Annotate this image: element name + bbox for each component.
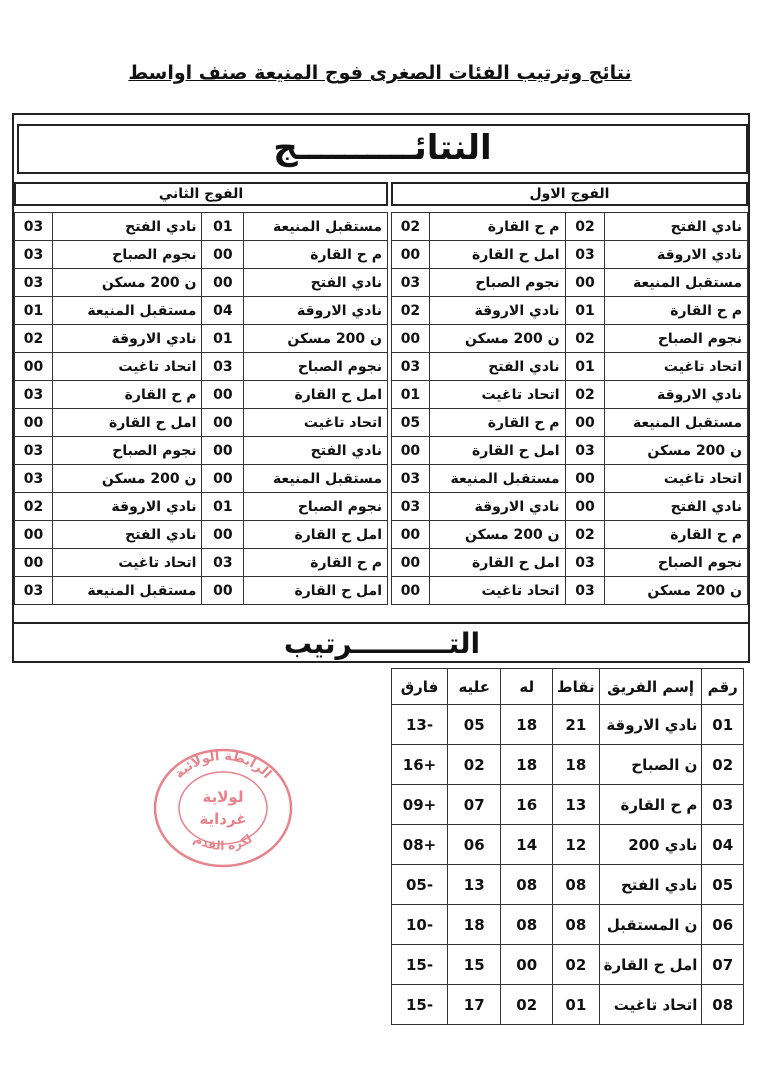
group2-heading: الفوج الثاني [14, 182, 388, 206]
group2-match-row [15, 549, 388, 577]
ranking-points: 21 [553, 705, 600, 745]
away-score: 03 [15, 577, 53, 605]
away-team: م ح القارة [429, 213, 565, 241]
home-score: 00 [565, 269, 605, 297]
ranking-row [392, 825, 744, 865]
home-team: نجوم الصباح [605, 549, 748, 577]
away-team: نجوم الصباح [52, 437, 202, 465]
ranking-against: 17 [448, 985, 501, 1025]
group1-heading: الفوج الاول [391, 182, 748, 206]
ranking-points: 08 [553, 905, 600, 945]
home-team: مستقبل المنيعة [605, 269, 748, 297]
away-score: 01 [15, 297, 53, 325]
ranking-against: 05 [448, 705, 501, 745]
ranking-against: 06 [448, 825, 501, 865]
ranking-team: نادي الفتح [599, 865, 702, 905]
home-team: مستقبل المنيعة [244, 213, 388, 241]
group1-match-row [392, 493, 748, 521]
ranking-rank: 07 [702, 945, 744, 985]
ranking-row [392, 785, 744, 825]
home-score: 01 [202, 325, 244, 353]
group2-match-row [15, 465, 388, 493]
ranking-for: 18 [501, 705, 553, 745]
home-score: 00 [202, 409, 244, 437]
home-score: 02 [565, 325, 605, 353]
group1-match-row [392, 437, 748, 465]
away-score: 02 [392, 297, 430, 325]
home-score: 01 [565, 353, 605, 381]
ranking-for: 16 [501, 785, 553, 825]
ranking-points: 13 [553, 785, 600, 825]
away-score: 03 [392, 465, 430, 493]
ranking-table [391, 668, 744, 1025]
group1-match-row [392, 465, 748, 493]
away-score: 00 [15, 409, 53, 437]
group1-match-row [392, 325, 748, 353]
away-score: 03 [15, 465, 53, 493]
group1-match-row [392, 577, 748, 605]
away-team: امل ح القارة [429, 241, 565, 269]
home-team: نادي الفتح [244, 269, 388, 297]
away-team: نادي الفتح [52, 521, 202, 549]
away-score: 00 [392, 521, 430, 549]
stamp-bottom-text: لكرة القدم [191, 831, 255, 853]
home-score: 00 [202, 465, 244, 493]
ranking-row [392, 985, 744, 1025]
away-team: نادي الاروقة [52, 493, 202, 521]
away-score: 03 [15, 381, 53, 409]
away-team: مستقبل المنيعة [429, 465, 565, 493]
header-against: عليه [448, 669, 501, 705]
home-team: اتحاد تاغيت [244, 409, 388, 437]
ranking-team: ن الصباح [599, 745, 702, 785]
away-team: نادي الاروقة [429, 297, 565, 325]
ranking-points: 02 [553, 945, 600, 985]
ranking-team: ن المستقبل [599, 905, 702, 945]
away-team: م ح القارة [429, 409, 565, 437]
away-score: 00 [392, 437, 430, 465]
group1-match-row [392, 381, 748, 409]
home-score: 02 [565, 381, 605, 409]
ranking-header-row [392, 669, 744, 705]
home-score: 03 [565, 577, 605, 605]
home-team: ن 200 مسكن [605, 577, 748, 605]
away-team: اتحاد تاغيت [429, 381, 565, 409]
away-team: امل ح القارة [429, 549, 565, 577]
away-score: 00 [15, 353, 53, 381]
home-score: 03 [565, 241, 605, 269]
home-team: امل ح القارة [244, 521, 388, 549]
home-team: نجوم الصباح [244, 353, 388, 381]
home-team: امل ح القارة [244, 381, 388, 409]
home-score: 00 [565, 465, 605, 493]
away-team: ن 200 مسكن [429, 325, 565, 353]
away-score: 03 [15, 213, 53, 241]
ranking-for: 08 [501, 865, 553, 905]
group2-results-table [14, 212, 388, 605]
home-team: ن 200 مسكن [605, 437, 748, 465]
ranking-diff: 15- [392, 985, 448, 1025]
away-team: مستقبل المنيعة [52, 577, 202, 605]
home-score: 00 [202, 241, 244, 269]
home-team: نادي الاروقة [244, 297, 388, 325]
ranking-team: م ح القارة [599, 785, 702, 825]
away-team: ن 200 مسكن [52, 269, 202, 297]
away-score: 00 [392, 241, 430, 269]
header-team: إسم الفريق [599, 669, 702, 705]
group2-match-row [15, 269, 388, 297]
home-score: 03 [565, 549, 605, 577]
ranking-points: 12 [553, 825, 600, 865]
ranking-team: نادي 200 [599, 825, 702, 865]
group1-match-row [392, 241, 748, 269]
away-score: 00 [392, 325, 430, 353]
group1-match-row [392, 409, 748, 437]
home-team: نادي الاروقة [605, 241, 748, 269]
home-score: 01 [202, 213, 244, 241]
group2-match-row [15, 437, 388, 465]
away-team: اتحاد تاغيت [52, 353, 202, 381]
ranking-team: نادي الاروقة [599, 705, 702, 745]
away-team: نجوم الصباح [429, 269, 565, 297]
home-score: 00 [202, 381, 244, 409]
group1-match-row [392, 297, 748, 325]
ranking-row [392, 905, 744, 945]
home-score: 00 [202, 269, 244, 297]
away-team: نادي الاروقة [52, 325, 202, 353]
away-team: مستقبل المنيعة [52, 297, 202, 325]
group1-results-table [391, 212, 748, 605]
home-score: 01 [202, 493, 244, 521]
header-rank: رقم [702, 669, 744, 705]
home-score: 03 [202, 353, 244, 381]
away-team: م ح القارة [52, 381, 202, 409]
ranking-diff: 16+ [392, 745, 448, 785]
home-score: 00 [202, 577, 244, 605]
home-team: م ح القارة [605, 297, 748, 325]
home-score: 02 [565, 213, 605, 241]
group2-match-row [15, 521, 388, 549]
away-team: امل ح القارة [429, 437, 565, 465]
header-points: نقاط [553, 669, 600, 705]
away-score: 01 [392, 381, 430, 409]
away-team: اتحاد تاغيت [52, 549, 202, 577]
ranking-diff: 15- [392, 945, 448, 985]
ranking-points: 01 [553, 985, 600, 1025]
ranking-for: 02 [501, 985, 553, 1025]
home-score: 00 [202, 437, 244, 465]
ranking-diff: 13- [392, 705, 448, 745]
away-team: نادي الفتح [429, 353, 565, 381]
stamp-line2: غرداية [199, 810, 247, 828]
home-team: نادي الفتح [244, 437, 388, 465]
ranking-rank: 06 [702, 905, 744, 945]
league-stamp [148, 740, 298, 870]
away-score: 05 [392, 409, 430, 437]
away-score: 00 [15, 521, 53, 549]
home-team: نجوم الصباح [244, 493, 388, 521]
away-team: امل ح القارة [52, 409, 202, 437]
home-team: نجوم الصباح [605, 325, 748, 353]
ranking-diff: 10- [392, 905, 448, 945]
ranking-for: 00 [501, 945, 553, 985]
away-team: نادي الفتح [52, 213, 202, 241]
home-team: ن 200 مسكن [244, 325, 388, 353]
away-score: 03 [392, 493, 430, 521]
ranking-for: 14 [501, 825, 553, 865]
ranking-rank: 03 [702, 785, 744, 825]
ranking-team: امل ح القارة [599, 945, 702, 985]
group1-match-row [392, 549, 748, 577]
home-team: مستقبل المنيعة [244, 465, 388, 493]
group1-match-row [392, 521, 748, 549]
stamp-top-text: الرابطة الولائية [171, 748, 275, 782]
home-team: م ح القارة [244, 241, 388, 269]
home-score: 04 [202, 297, 244, 325]
away-team: ن 200 مسكن [429, 521, 565, 549]
ranking-rank: 02 [702, 745, 744, 785]
home-team: مستقبل المنيعة [605, 409, 748, 437]
group2-match-row [15, 353, 388, 381]
group1-match-row [392, 353, 748, 381]
stamp-line1: لولاية [202, 788, 244, 806]
home-score: 02 [565, 521, 605, 549]
away-score: 00 [392, 577, 430, 605]
ranking-heading: التــــــــــرتيب [14, 622, 750, 664]
away-score: 00 [15, 549, 53, 577]
group2-match-row [15, 493, 388, 521]
away-team: نجوم الصباح [52, 241, 202, 269]
away-team: نادي الاروقة [429, 493, 565, 521]
group2-match-row [15, 325, 388, 353]
ranking-rank: 01 [702, 705, 744, 745]
group1-match-row [392, 269, 748, 297]
group2-match-row [15, 241, 388, 269]
home-score: 03 [202, 549, 244, 577]
home-team: م ح القارة [605, 521, 748, 549]
home-team: امل ح القارة [244, 577, 388, 605]
away-score: 00 [392, 549, 430, 577]
ranking-team: اتحاد تاغيت [599, 985, 702, 1025]
ranking-for: 08 [501, 905, 553, 945]
away-team: ن 200 مسكن [52, 465, 202, 493]
ranking-row [392, 745, 744, 785]
home-score: 01 [565, 297, 605, 325]
page-title: نتائج وترتيب الفئات الصغرى فوج المنيعة صنف اواسط [128, 62, 632, 84]
away-score: 02 [15, 325, 53, 353]
group2-match-row [15, 213, 388, 241]
ranking-rank: 05 [702, 865, 744, 905]
home-score: 03 [565, 437, 605, 465]
ranking-against: 02 [448, 745, 501, 785]
home-team: اتحاد تاغيت [605, 465, 748, 493]
away-score: 03 [392, 353, 430, 381]
results-heading: النتائــــــــــج [17, 124, 748, 174]
away-score: 03 [15, 269, 53, 297]
home-team: نادي الاروقة [605, 381, 748, 409]
ranking-against: 18 [448, 905, 501, 945]
header-diff: فارق [392, 669, 448, 705]
ranking-row [392, 945, 744, 985]
home-team: اتحاد تاغيت [605, 353, 748, 381]
ranking-against: 07 [448, 785, 501, 825]
stamp-inner-ring [179, 772, 267, 844]
away-score: 02 [392, 213, 430, 241]
ranking-row [392, 865, 744, 905]
ranking-points: 18 [553, 745, 600, 785]
header-for: له [501, 669, 553, 705]
group2-match-row [15, 297, 388, 325]
group2-match-row [15, 577, 388, 605]
ranking-rank: 04 [702, 825, 744, 865]
ranking-against: 15 [448, 945, 501, 985]
ranking-against: 13 [448, 865, 501, 905]
ranking-diff: 05- [392, 865, 448, 905]
ranking-diff: 09+ [392, 785, 448, 825]
away-team: اتحاد تاغيت [429, 577, 565, 605]
ranking-points: 08 [553, 865, 600, 905]
home-score: 00 [565, 409, 605, 437]
away-score: 03 [392, 269, 430, 297]
group1-match-row [392, 213, 748, 241]
away-score: 03 [15, 437, 53, 465]
ranking-for: 18 [501, 745, 553, 785]
group2-match-row [15, 381, 388, 409]
ranking-rank: 08 [702, 985, 744, 1025]
home-score: 00 [202, 521, 244, 549]
group2-match-row [15, 409, 388, 437]
home-team: م ح القارة [244, 549, 388, 577]
ranking-diff: 08+ [392, 825, 448, 865]
ranking-row [392, 705, 744, 745]
away-score: 02 [15, 493, 53, 521]
away-score: 03 [15, 241, 53, 269]
home-team: نادي الفتح [605, 493, 748, 521]
home-team: نادي الفتح [605, 213, 748, 241]
home-score: 00 [565, 493, 605, 521]
